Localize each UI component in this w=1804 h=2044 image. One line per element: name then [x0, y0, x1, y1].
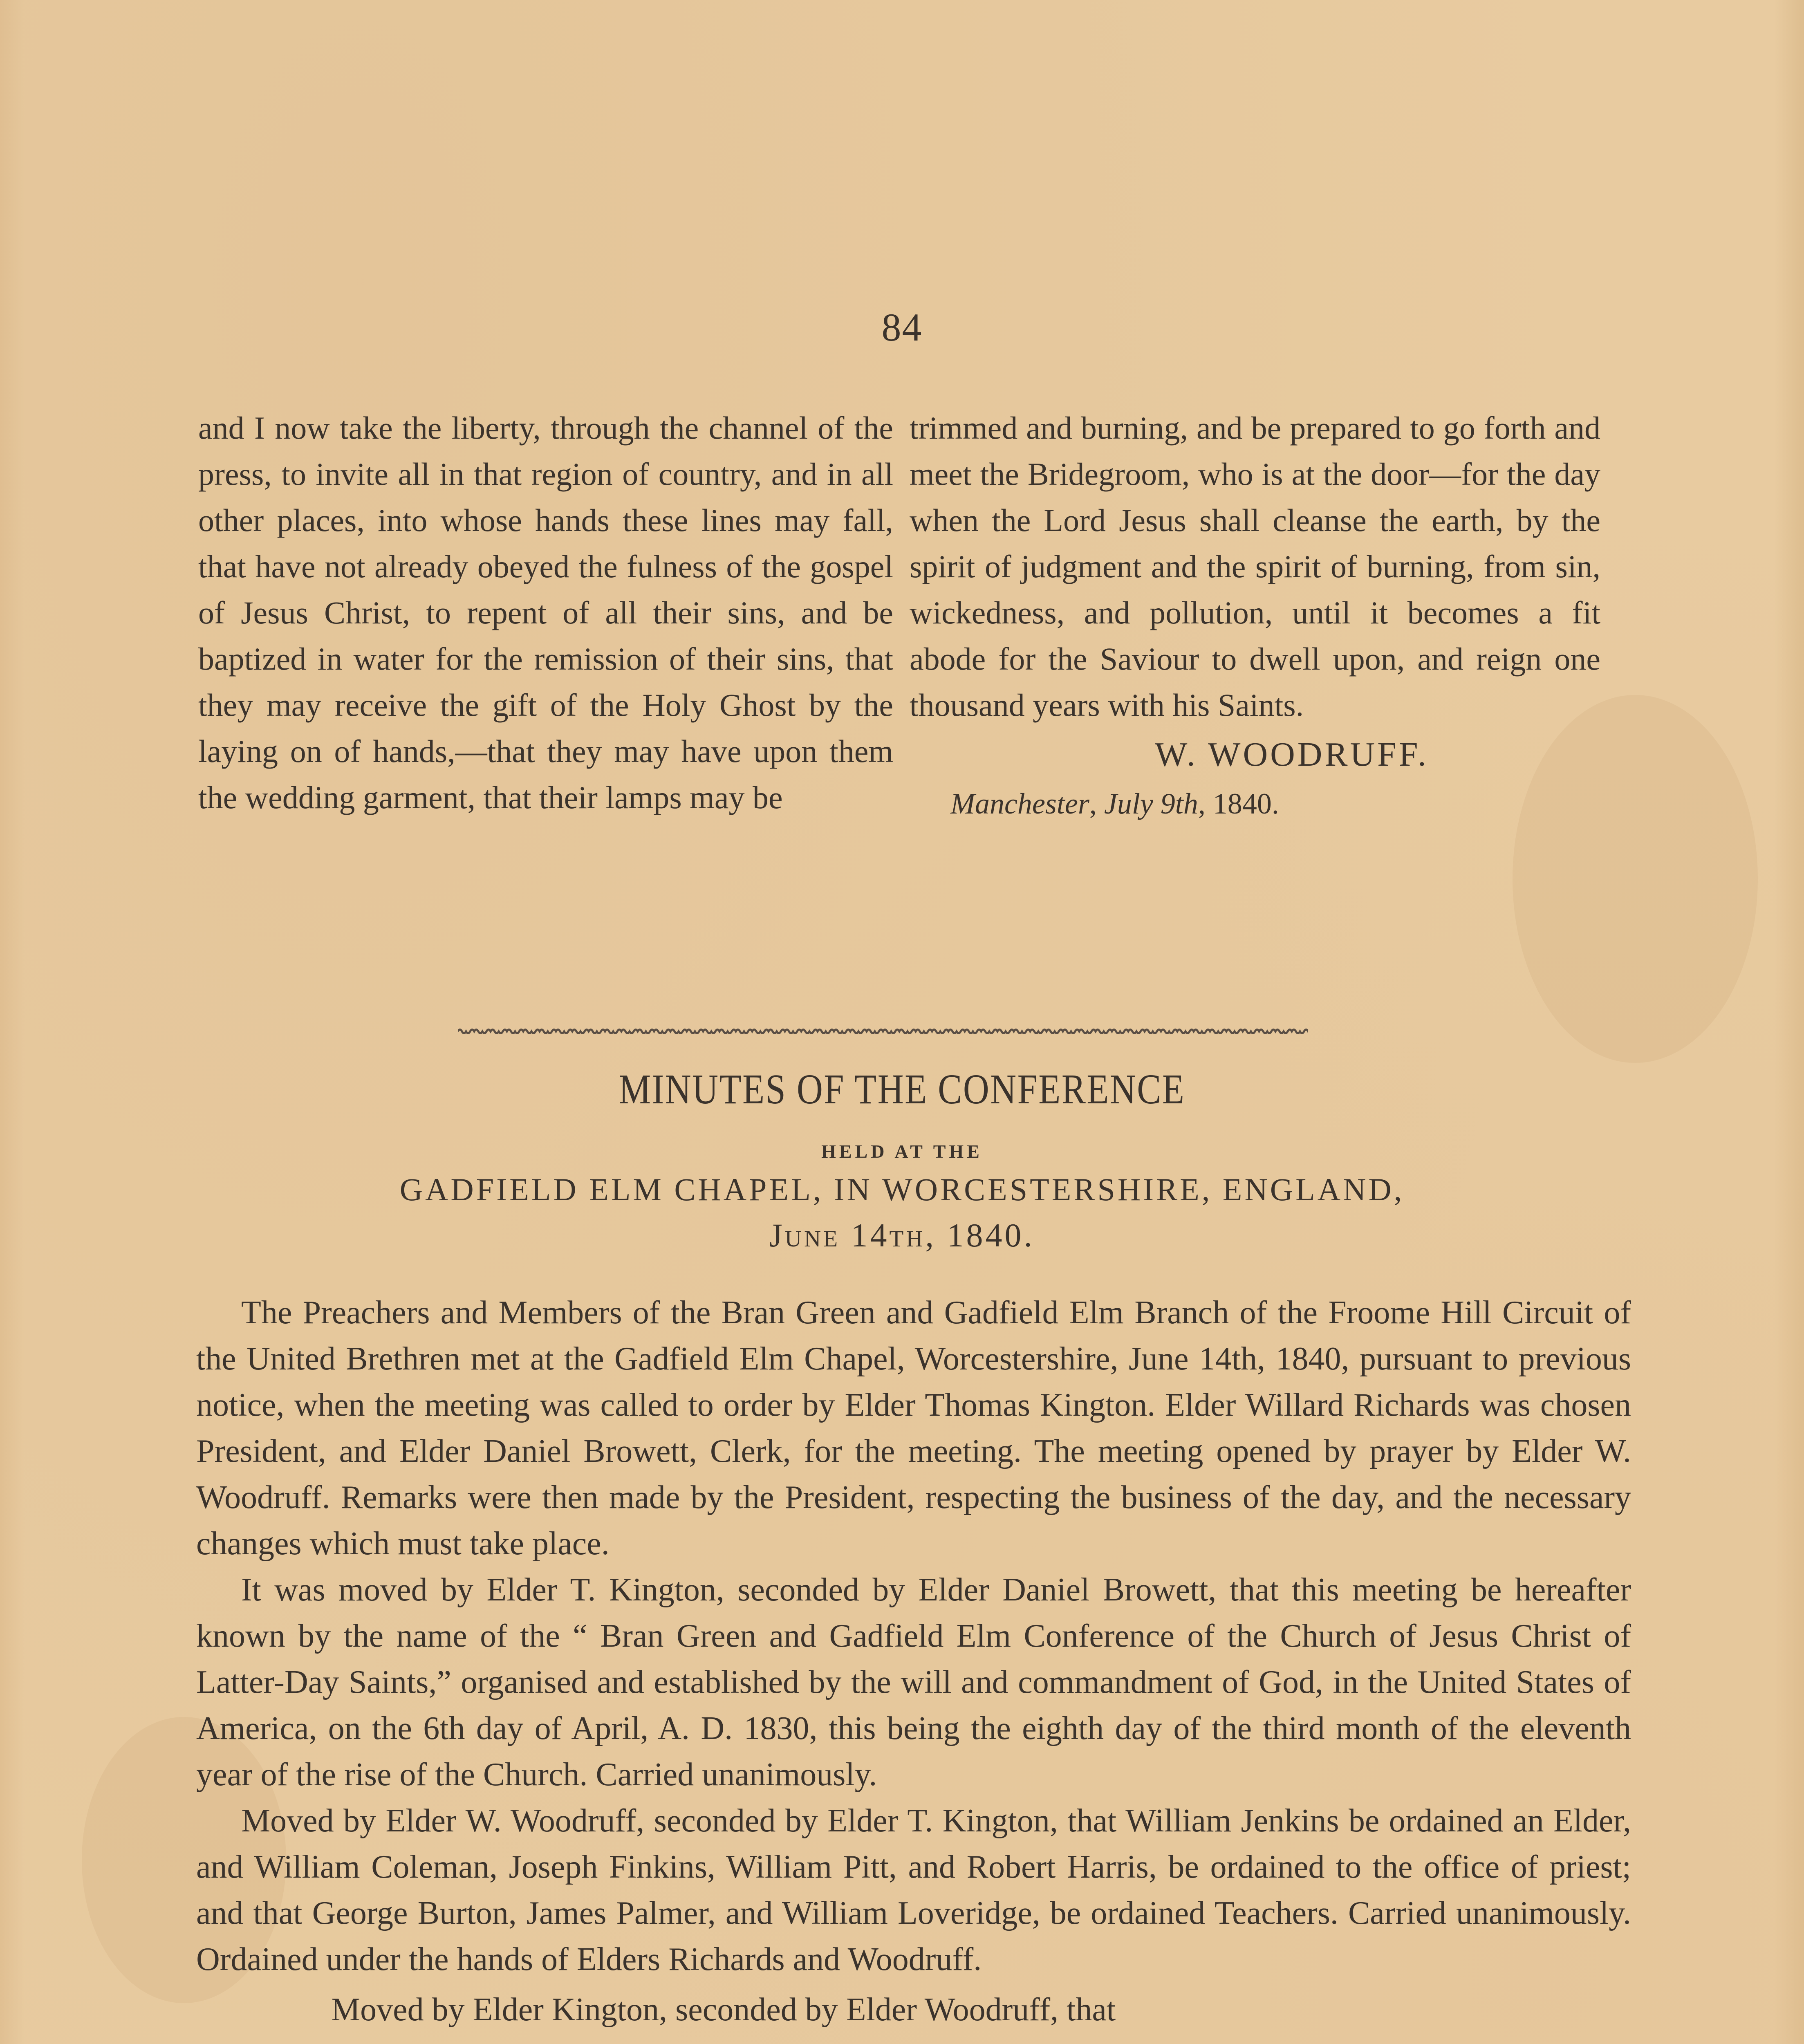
- letter-right-text: trimmed and burning, and be prepared to go forth and meet the Bridegroom, who is at the door—for the day when the Lord Jesus shall cleanse the earth, by the spirit of judgment and the spirit of burning, from sin, wickedness, and pollution, until it becomes a fit abode for the Saviour to dwell upon, and reign one thousand years with his Saints.: [910, 410, 1600, 723]
- minutes-body: [196, 1290, 1631, 2033]
- minutes-date: [0, 1216, 1804, 1255]
- letter-left-column: [198, 405, 893, 820]
- letter-right-column: [910, 405, 1600, 827]
- minutes-paragraph: Moved by Elder W. Woodruff, seconded by Elder T. Kington, that William Jenkins be ordained an Elder, and William Coleman, Joseph Finkins, William Pitt, and Robert Harris, be ordained to the office of priest; and that George Burton, James Palmer, and William Loveridge, be ordained Teachers. Carried unanimously. Ordained under the hands of Elders Richards and Woodruff.: [196, 1803, 1631, 1977]
- minutes-held-at: HELD AT THE: [821, 1141, 983, 1162]
- letter-left-text: and I now take the liberty, through the channel of the press, to invite all in that region of country, and in all other places, into whose hands these lines may fall, that have not already obeyed the fulness of the gospel of Jesus Christ, to repent of all their sins, and be baptized in water for the remission of their sins, that they may receive the gift of the Holy Ghost by the laying on of hands,—that they may have upon them the wedding garment, that their lamps may be: [198, 410, 893, 815]
- decorative-wavy-rule: [458, 1025, 1308, 1038]
- dateline-date: July 9th: [1104, 787, 1198, 820]
- minutes-title: MINUTES OF THE CONFERENCE: [619, 1066, 1185, 1113]
- dateline: Manchester, July 9th, 1840.: [950, 787, 1279, 820]
- signature: W. WOODRUFF.: [1155, 735, 1429, 773]
- dateline-place: Manchester: [950, 787, 1089, 820]
- dateline-year: , 1840.: [1198, 787, 1279, 820]
- page-number: 84: [881, 305, 923, 349]
- minutes-date-text: June 14th, 1840.: [769, 1217, 1035, 1254]
- motion-lead: Moved by Elder Kington, seconded by Elder Woodruff, that: [331, 1992, 1116, 2028]
- minutes-place: GADFIELD ELM CHAPEL, IN WORCESTERSHIRE, ENGLAND,: [399, 1172, 1405, 1207]
- minutes-paragraph: The Preachers and Members of the Bran Green and Gadfield Elm Branch of the Froome Hill Circuit of the United Brethren met at the Gadfield Elm Chapel, Worcestershire, June 14th, 1840, pursuant to previous notice, when the meeting was called to order by Elder Thomas Kington. Elder Willard Richards was chosen President, and Elder Daniel Browett, Clerk, for the meeting. The meeting opened by prayer by Elder W. Woodruff. Remarks were then made by the President, respecting the business of the day, and the necessary changes which must take place.: [196, 1295, 1631, 1562]
- minutes-paragraph: It was moved by Elder T. Kington, seconded by Elder Daniel Browett, that this meeting be hereafter known by the name of the “ Bran Green and Gadfield Elm Conference of the Church of Jesus Christ of Latter-Day Saints,” organised and established by the will and commandment of God, in the United States of America, on the 6th day of April, A. D. 1830, this being the eighth day of the third month of the eleventh year of the rise of the Church. Carried unanimously.: [196, 1572, 1631, 1793]
